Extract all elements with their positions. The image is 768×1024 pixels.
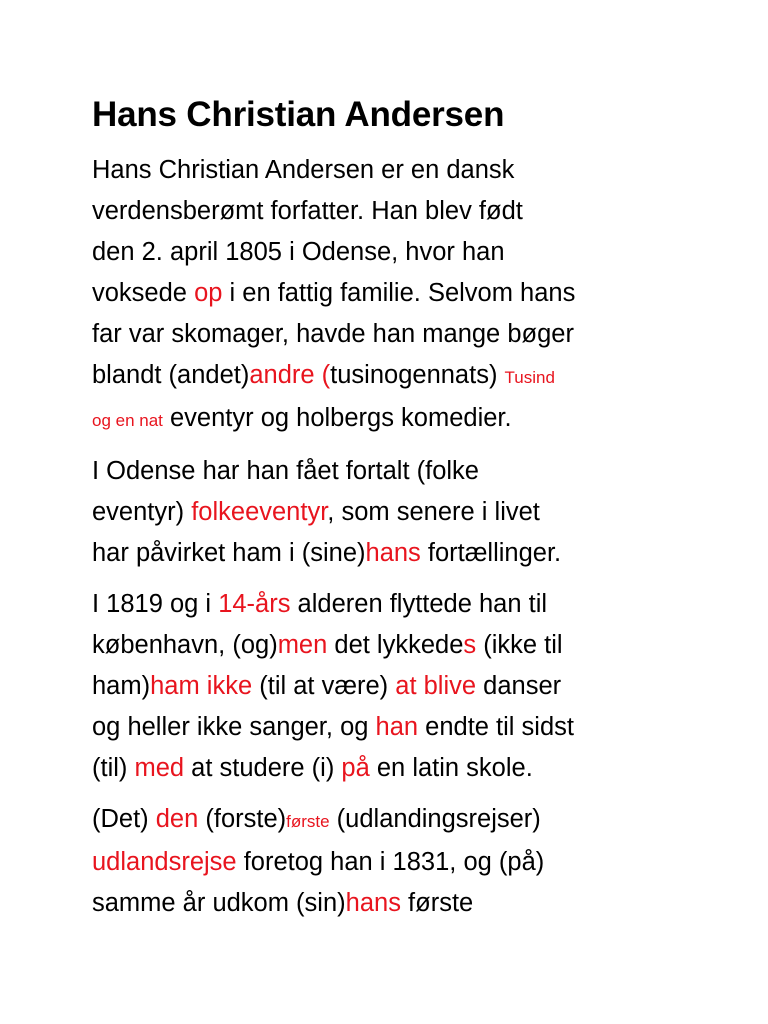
correction-text: og en nat — [92, 411, 163, 430]
body-text: en latin skole. — [369, 754, 533, 782]
body-text: at studere (i) — [184, 754, 342, 782]
correction-text: andre ( — [249, 361, 331, 389]
text-line — [92, 451, 708, 492]
paragraph-3 — [92, 584, 708, 789]
body-text: tusinogennats) — [330, 361, 505, 389]
text-line — [92, 232, 708, 273]
text-line — [92, 799, 708, 842]
body-text: (til at være) — [252, 672, 396, 700]
body-text: eventyr) — [92, 498, 192, 526]
body-text: den 2. april 1805 i Odense, hvor han — [92, 238, 505, 266]
body-text: foretog han i 1831, og (på) — [236, 848, 545, 876]
text-line — [92, 150, 708, 191]
body-text: (udlandingsrejser) — [329, 805, 541, 833]
paragraph-4 — [92, 799, 708, 924]
body-text: voksede — [92, 279, 195, 307]
text-line — [92, 625, 708, 666]
text-line — [92, 273, 708, 314]
body-text: (til) — [92, 754, 135, 782]
correction-text: s — [463, 631, 477, 659]
correction-text: op — [194, 279, 223, 307]
text-line — [92, 584, 708, 625]
paragraph-2 — [92, 451, 708, 574]
body-text: Hans Christian Andersen er en dansk — [92, 156, 515, 184]
body-text: I Odense har han fået fortalt (folke — [92, 457, 479, 485]
text-line — [92, 666, 708, 707]
body-text: far var skomager, havde han mange bøger — [92, 320, 574, 348]
correction-text: den — [155, 805, 199, 833]
body-text: blandt (andet) — [92, 361, 250, 389]
text-line — [92, 883, 708, 924]
body-text: ham) — [92, 672, 151, 700]
body-text: samme år udkom (sin) — [92, 889, 346, 917]
text-line — [92, 191, 708, 232]
body-text: i en fattig familie. Selvom hans — [222, 279, 576, 307]
body-text: københavn, (og) — [92, 631, 278, 659]
body-text: endte til sidst — [418, 713, 574, 741]
correction-text: udlandsrejse — [92, 848, 237, 876]
body-text: det lykkede — [327, 631, 464, 659]
body-text: har påvirket ham i (sine) — [92, 539, 366, 567]
correction-text: med — [134, 754, 185, 782]
body-text: (forste) — [198, 805, 287, 833]
body-text: første — [400, 889, 474, 917]
correction-text: at blive — [395, 672, 477, 700]
correction-text: men — [277, 631, 328, 659]
body-text: (Det) — [92, 805, 156, 833]
text-line — [92, 533, 708, 574]
body-text: eventyr og holbergs komedier. — [162, 404, 512, 432]
correction-text: hans — [365, 539, 421, 567]
correction-text: på — [341, 754, 370, 782]
text-line — [92, 398, 708, 441]
correction-text: folkeeventyr — [191, 498, 328, 526]
text-line — [92, 748, 708, 789]
correction-text: 14-års — [218, 590, 291, 618]
text-line — [92, 314, 708, 355]
correction-text: første — [286, 812, 330, 831]
correction-text: Tusind — [504, 368, 555, 387]
body-text: verdensberømt forfatter. Han blev født — [92, 197, 523, 225]
correction-text: hans — [345, 889, 401, 917]
text-line — [92, 707, 708, 748]
paragraph-1 — [92, 150, 708, 441]
document-body — [92, 150, 708, 924]
document-title: Hans Christian Andersen — [92, 95, 505, 134]
correction-text: han — [375, 713, 419, 741]
correction-text: ham ikke — [150, 672, 253, 700]
body-text: danser — [476, 672, 562, 700]
body-text: fortællinger. — [420, 539, 562, 567]
body-text: (ikke til — [476, 631, 563, 659]
body-text: alderen flyttede han til — [290, 590, 548, 618]
text-line — [92, 492, 708, 533]
text-line — [92, 355, 708, 398]
body-text: og heller ikke sanger, og — [92, 713, 376, 741]
body-text: I 1819 og i — [92, 590, 219, 618]
body-text: , som senere i livet — [327, 498, 540, 526]
text-line — [92, 842, 708, 883]
